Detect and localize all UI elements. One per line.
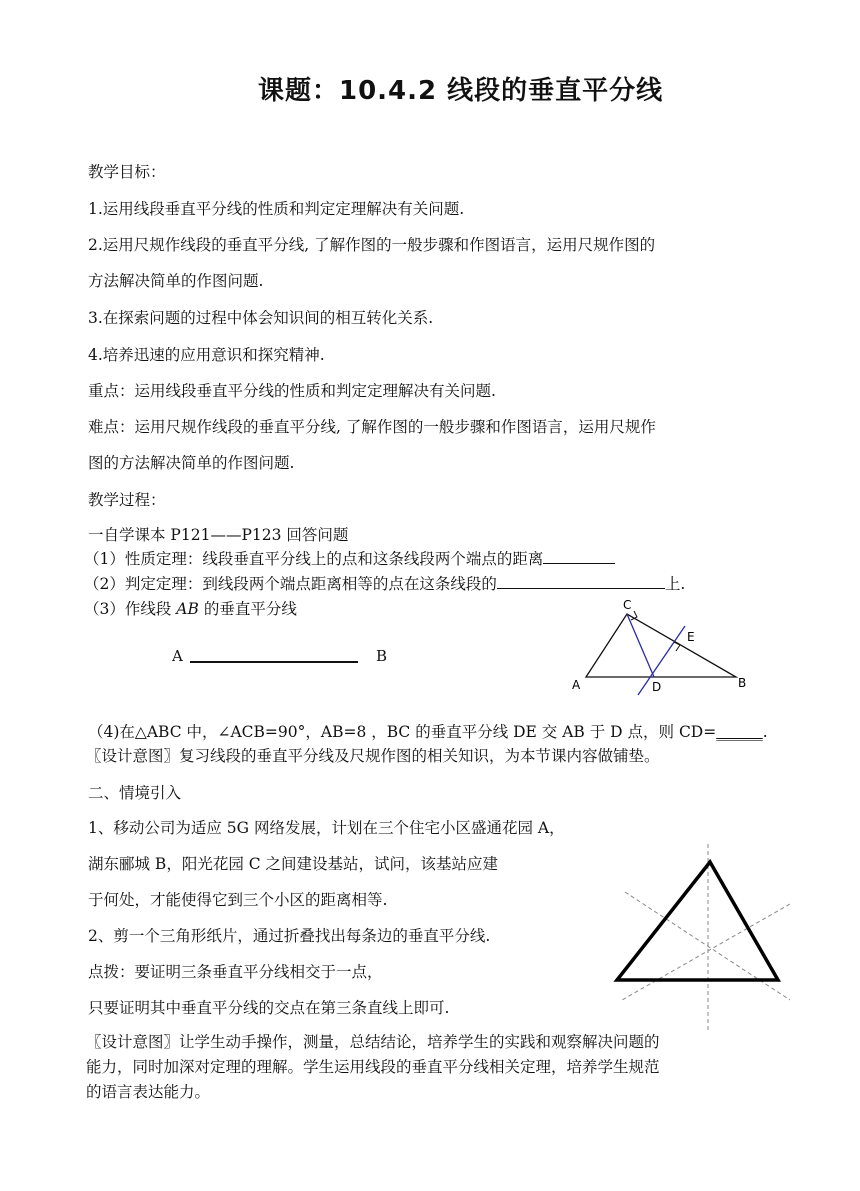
question-3-text-b: 的垂直平分线: [198, 600, 297, 618]
segment-ab: [190, 661, 358, 663]
paper-triangle: [617, 862, 778, 980]
question-4-text: （4)在△ABC 中，∠ACB=90°，AB=8 ，BC 的垂直平分线 DE 交 AB 于 D 点，则 CD=: [88, 723, 717, 741]
difficulty-line-1: 难点：运用尺规作线段的垂直平分线, 了解作图的一般步骤和作图语言，运用尺规作: [88, 418, 656, 436]
design-intent-2-line-1: 〖设计意图〗让学生动手操作，测量，总结结论，培养学生的实践和观察解决问题的: [86, 1033, 660, 1051]
tip-line-1: 点拨：要证明三条垂直平分线相交于一点，: [88, 963, 383, 981]
goal-2-line-2: 方法解决简单的作图问题.: [88, 272, 264, 290]
question-3: [84, 597, 297, 619]
tip-line-2: 只要证明其中垂直平分线的交点在第三条直线上即可.: [88, 999, 450, 1017]
question-4-end: .: [762, 723, 768, 741]
process-heading: 教学过程：: [88, 491, 166, 509]
difficulty-line-2: 图的方法解决简单的作图问题.: [88, 454, 295, 472]
design-intent-1: 〖设计意图〗复习线段的垂直平分线及尺规作图的相关知识，为本节课内容做铺垫。: [86, 747, 660, 765]
perpendicular-bisector-de: [638, 626, 685, 695]
segment-label-a: A: [172, 647, 183, 665]
question-4: [88, 720, 768, 742]
problem-1-line-3: 于何处，才能使得它到三个小区的距离相等.: [88, 891, 388, 909]
goal-3: 3.在探索问题的过程中体会知识间的相互转化关系.: [88, 309, 434, 327]
right-angle-mark-e: [674, 642, 680, 651]
question-2: [84, 572, 685, 594]
label-a: A: [572, 678, 581, 692]
problem-1-line-2: 湖东郦城 B，阳光花园 C 之间建设基站，试问，该基站应建: [88, 855, 499, 873]
question-2-end: 上.: [664, 575, 686, 593]
label-b: B: [738, 676, 747, 690]
segment-cd: [627, 614, 654, 677]
answer-blank-4: ______: [716, 723, 763, 741]
segment-name: AB: [176, 600, 199, 618]
problem-1-line-1: 1、移动公司为适应 5G 网络发展，计划在三个住宅小区盛通花园 A，: [88, 819, 565, 837]
goal-2-line-1: 2.运用尺规作线段的垂直平分线, 了解作图的一般步骤和作图语言，运用尺规作图的: [88, 236, 656, 254]
bisector-right: [622, 904, 790, 1000]
goal-1: 1.运用线段垂直平分线的性质和判定定理解决有关问题.: [88, 200, 465, 218]
design-intent-2-line-2: 能力，同时加深对定理的理解。学生运用线段的垂直平分线相关定理，培养学生规范: [86, 1058, 660, 1076]
question-1: [84, 547, 615, 569]
question-1-text: （1）性质定理：线段垂直平分线上的点和这条线段两个端点的距离: [84, 550, 544, 568]
section-1-heading: 一自学课本 P121——P123 回答问题: [88, 526, 349, 544]
design-intent-2-line-3: 的语言表达能力。: [86, 1083, 211, 1101]
triangle-bisectors-figure: [600, 842, 800, 1034]
label-c: C: [623, 598, 632, 612]
answer-blank-1: [543, 548, 615, 564]
page-title: 课题：10.4.2 线段的垂直平分线: [258, 76, 664, 106]
label-e: E: [687, 630, 695, 644]
question-2-text: （2）判定定理：到线段两个端点距离相等的点在这条线段的: [84, 575, 497, 593]
answer-blank-2: [497, 573, 665, 589]
section-2-heading: 二、情境引入: [88, 784, 182, 802]
triangle-abc: [586, 614, 736, 677]
label-d: D: [652, 680, 662, 694]
question-3-text-a: （3）作线段: [84, 600, 177, 618]
goal-heading: 教学目标：: [88, 163, 166, 181]
key-point: 重点：运用线段垂直平分线的性质和判定定理解决有关问题.: [88, 382, 496, 400]
problem-2: 2、剪一个三角形纸片，通过折叠找出每条边的垂直平分线.: [88, 927, 491, 945]
goal-4: 4.培养迅速的应用意识和探究精神.: [88, 346, 325, 364]
segment-label-b: B: [376, 647, 388, 665]
right-triangle-figure: [568, 597, 768, 697]
